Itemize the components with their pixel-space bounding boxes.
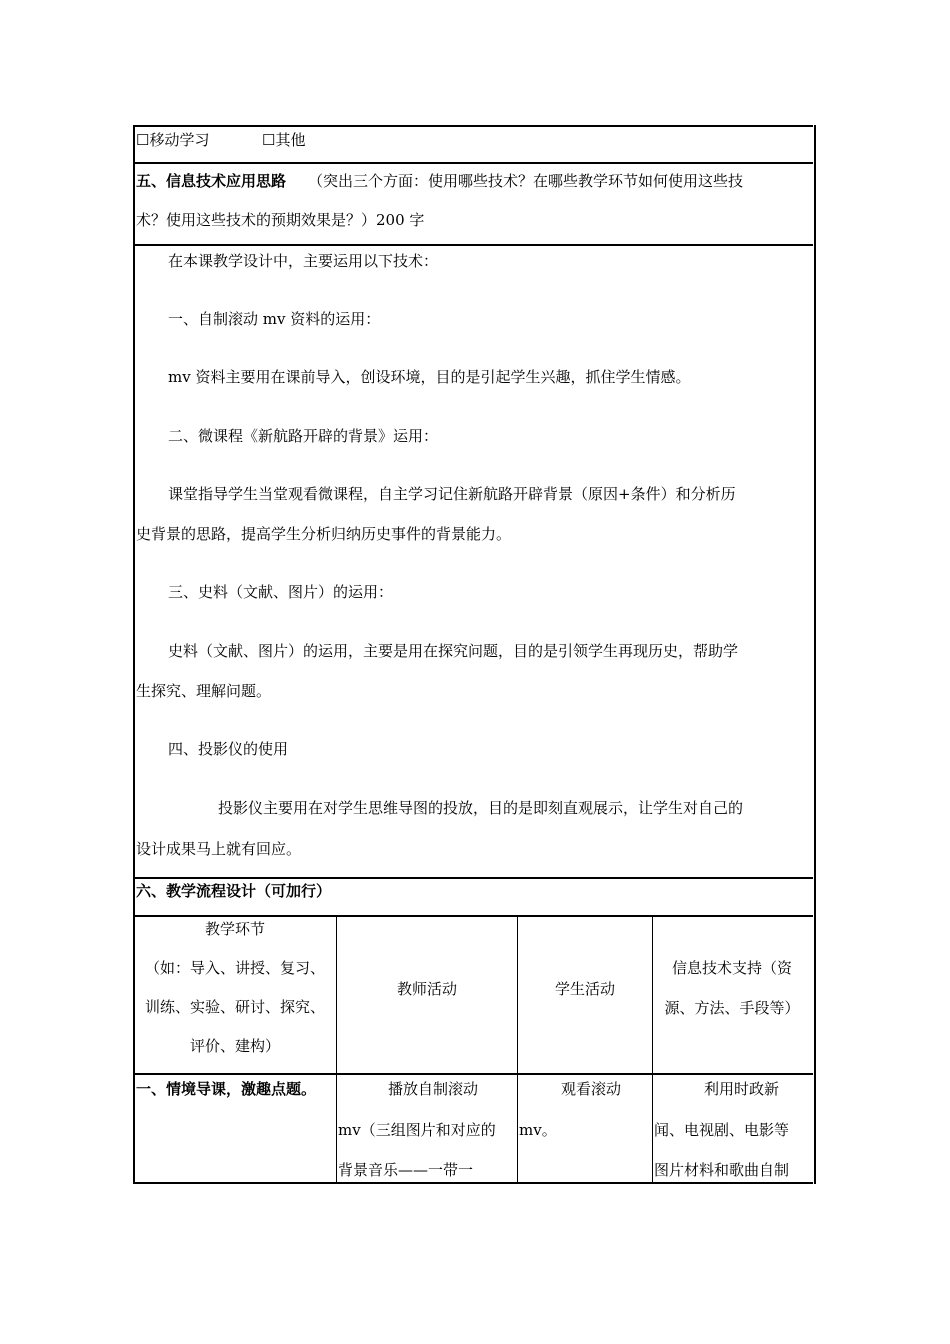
row1-teacher-line: 背景音乐——一带一 — [338, 1161, 474, 1179]
header-stage-line: 训练、实验、研讨、探究、 — [144, 998, 325, 1016]
body-line: 投影仪主要用在对学生思维导图的投放，目的是即刻直观展示，让学生对自己的 — [218, 799, 744, 817]
row1-student-line: mv。 — [519, 1121, 557, 1139]
body-line: 二、微课程《新航路开辟的背景》运用： — [168, 427, 439, 445]
row1-stage: 一、情境导课，激趣点题。 — [136, 1080, 317, 1098]
header-it-line: 源、方法、手段等） — [664, 999, 800, 1017]
header-stage-title: 教学环节 — [204, 920, 265, 938]
body-line: 四、投影仪的使用 — [168, 740, 289, 758]
header-student: 学生活动 — [554, 980, 615, 998]
body-line: 在本课教学设计中，主要运用以下技术： — [168, 252, 439, 270]
header-it-line: 信息技术支持（资 — [671, 959, 792, 977]
table-rule-bottom — [134, 1182, 813, 1184]
table-rule — [134, 877, 813, 879]
column-divider — [336, 915, 337, 1183]
body-line: 一、自制滚动 mv 资料的运用： — [168, 310, 381, 328]
header-stage-line: 评价、建构） — [189, 1037, 280, 1055]
header-it-support — [653, 958, 811, 1038]
body-line: 史料（文献、图片）的运用，主要是用在探究问题，目的是引领学生再现历史，帮助学 — [168, 642, 739, 660]
body-line: 史背景的思路，提高学生分析归纳历史事件的背景能力。 — [136, 525, 512, 543]
option-other: ☐其他 — [262, 131, 306, 149]
header-teacher: 教师活动 — [396, 980, 457, 998]
table-rule-top — [134, 125, 813, 127]
body-line: 设计成果马上就有回应。 — [136, 840, 302, 858]
row1-it-line: 利用时政新 — [704, 1080, 780, 1098]
table-rule — [134, 915, 813, 917]
table-rule — [134, 162, 813, 164]
table-rule — [134, 244, 813, 246]
column-divider — [517, 915, 518, 1183]
section6-title: 六、教学流程设计（可加行） — [136, 882, 332, 900]
section5-note-line1: （突出三个方面：使用哪些技术？在哪些教学环节如何使用这些技 — [308, 172, 744, 190]
section5-note-line2: 术？使用这些技术的预期效果是？）200 字 — [136, 211, 425, 229]
section5-title: 五、信息技术应用思路 — [136, 172, 287, 190]
row1-student-line: 观看滚动 — [561, 1080, 622, 1098]
body-line: mv 资料主要用在课前导入，创设环境，目的是引起学生兴趣，抓住学生情感。 — [168, 368, 691, 386]
header-stage — [134, 919, 336, 1075]
header-stage-line: （如：导入、讲授、复习、 — [144, 959, 325, 977]
body-line: 课堂指导学生当堂观看微课程，自主学习记住新航路开辟背景（原因+条件）和分析历 — [168, 485, 736, 503]
option-mobile-learning: ☐移动学习 — [136, 131, 210, 149]
body-line: 三、史料（文献、图片）的运用： — [168, 583, 394, 601]
column-divider — [652, 915, 653, 1183]
body-line: 生探究、理解问题。 — [136, 682, 272, 700]
row1-it-line: 闻、电视剧、电影等 — [654, 1121, 790, 1139]
row1-it-line: 图片材料和歌曲自制 — [654, 1161, 790, 1179]
row1-teacher-line: mv（三组图片和对应的 — [338, 1121, 496, 1139]
row1-teacher-line: 播放自制滚动 — [388, 1080, 479, 1098]
